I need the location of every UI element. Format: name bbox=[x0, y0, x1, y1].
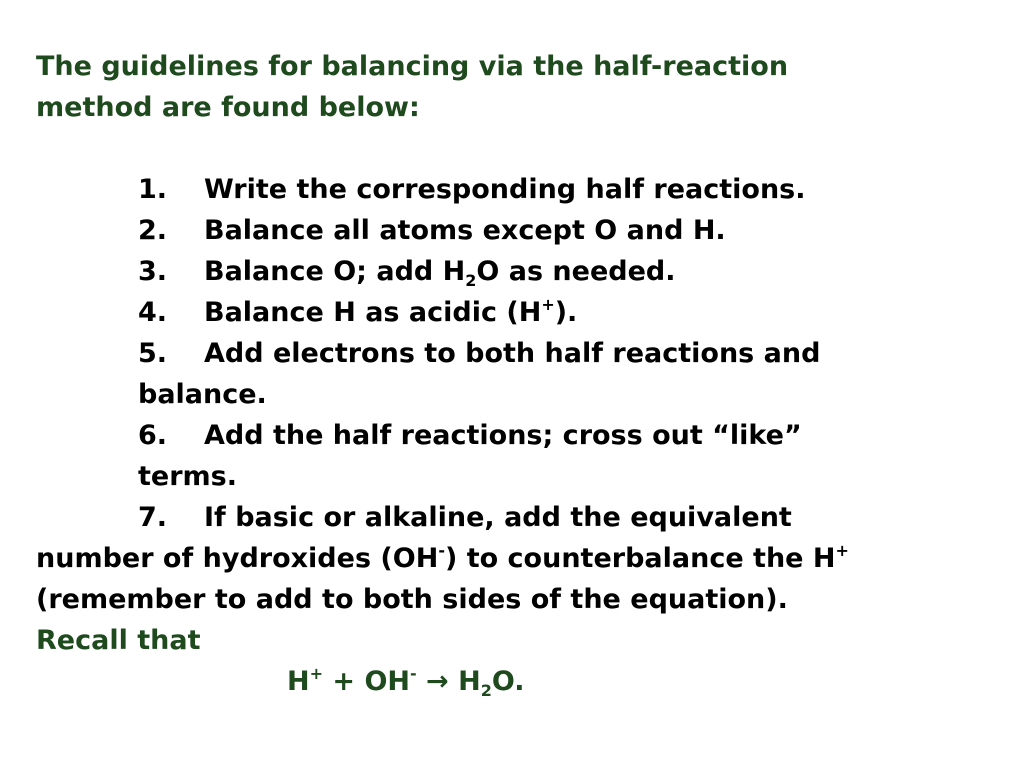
step-7-continued-2: (remember to add to both sides of the equation). bbox=[36, 584, 788, 615]
step-6-continued: terms. bbox=[138, 461, 237, 492]
step-number: 1. bbox=[138, 174, 168, 205]
step-4 bbox=[138, 292, 577, 333]
step-3 bbox=[138, 251, 676, 292]
step-number: 5. bbox=[138, 338, 168, 369]
superscript: + bbox=[835, 541, 849, 560]
step-number: 6. bbox=[138, 420, 168, 451]
text: number of hydroxides (OH bbox=[36, 543, 439, 574]
step-7 bbox=[138, 497, 792, 538]
arrow-icon: → bbox=[416, 666, 459, 697]
step-text: Add the half reactions; cross out “like” bbox=[204, 420, 802, 451]
step-7-continued-1 bbox=[36, 538, 849, 579]
step-2 bbox=[138, 210, 726, 251]
recall-equation bbox=[287, 661, 524, 702]
superscript: + bbox=[541, 295, 555, 314]
step-text: O as needed. bbox=[476, 256, 676, 287]
step-number: 2. bbox=[138, 215, 168, 246]
step-text: Write the corresponding half reactions. bbox=[204, 174, 806, 205]
step-6 bbox=[138, 415, 802, 456]
superscript: - bbox=[410, 664, 417, 683]
superscript: + bbox=[309, 664, 324, 683]
text: ) to counterbalance the H bbox=[444, 543, 836, 574]
step-text: ). bbox=[554, 297, 578, 328]
step-number: 4. bbox=[138, 297, 168, 328]
step-text: If basic or alkaline, add the equivalent bbox=[204, 502, 792, 533]
step-5-continued: balance. bbox=[138, 379, 267, 410]
intro-line-1: The guidelines for balancing via the half-reaction bbox=[36, 51, 789, 82]
recall-label: Recall that bbox=[36, 625, 201, 656]
step-1 bbox=[138, 169, 806, 210]
superscript: - bbox=[438, 541, 445, 560]
step-text: Balance H as acidic (H bbox=[204, 297, 542, 328]
text: H bbox=[458, 666, 481, 697]
text: O. bbox=[491, 666, 525, 697]
step-text: Add electrons to both half reactions and bbox=[204, 338, 821, 369]
subscript: 2 bbox=[465, 271, 477, 290]
text: H bbox=[287, 666, 310, 697]
step-number: 7. bbox=[138, 502, 168, 533]
step-5 bbox=[138, 333, 820, 374]
intro-line-2: method are found below: bbox=[36, 92, 420, 123]
text: + OH bbox=[323, 666, 410, 697]
step-number: 3. bbox=[138, 256, 168, 287]
step-text: Balance O; add H bbox=[204, 256, 466, 287]
step-text: Balance all atoms except O and H. bbox=[204, 215, 726, 246]
subscript: 2 bbox=[480, 681, 492, 700]
